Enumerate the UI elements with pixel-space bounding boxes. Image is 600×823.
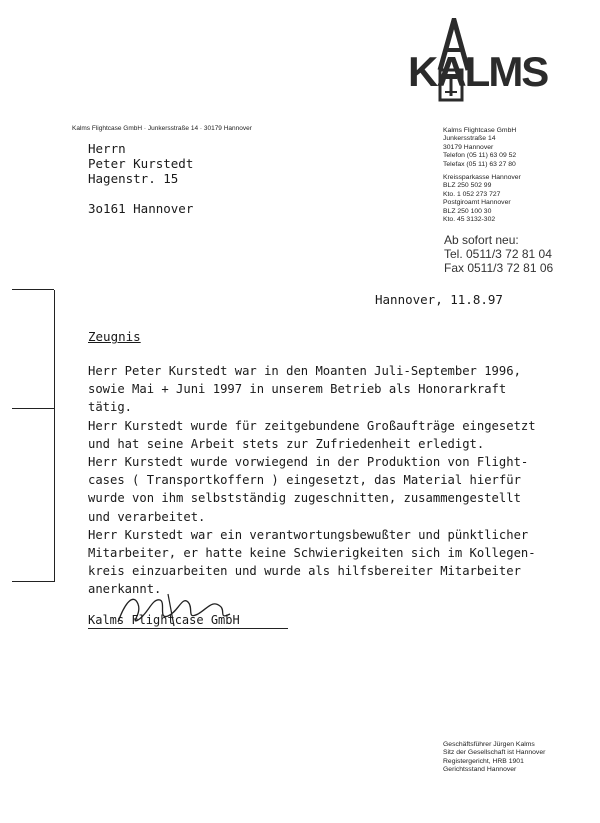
new-numbers-heading: Ab sofort neu: [444, 233, 519, 247]
info-line: BLZ 250 502 99 [443, 182, 492, 190]
body-line: tätig. [88, 400, 133, 415]
info-line: Telefon (05 11) 63 09 52 [443, 152, 517, 160]
footer-line: Sitz der Gesellschaft ist Hannover [443, 749, 546, 757]
body-line: und verarbeitet. [88, 509, 206, 524]
new-contact-numbers [444, 233, 553, 275]
logo-text: KALMS [408, 48, 548, 95]
recipient-name: Peter Kurstedt [88, 156, 194, 171]
company-logo [400, 18, 560, 104]
new-phone: Tel. 0511/3 72 81 04 [444, 247, 552, 261]
footer-line: Registergericht, HRB 1901 [443, 757, 524, 765]
footer-line: Geschäftsführer Jürgen Kalms [443, 741, 535, 748]
recipient-street: Hagenstr. 15 [88, 171, 179, 186]
fold-mark [12, 408, 54, 409]
company-info [443, 127, 521, 229]
body-line: Herr Kurstedt wurde für zeitgebundene Großaufträge eingesetzt [88, 418, 536, 433]
letter-footer [443, 741, 545, 775]
signature-line [88, 628, 288, 629]
body-line: cases ( Transportkoffern ) eingesetzt, das Material hierfür [88, 473, 521, 488]
info-line: Kalms Flightcase GmbH [443, 127, 517, 134]
body-line: anerkannt. [88, 582, 162, 597]
info-line: 30179 Hannover [443, 143, 494, 151]
fold-mark [12, 581, 54, 582]
info-line: Postgiroamt Hannover [443, 199, 511, 207]
info-line: BLZ 250 100 30 [443, 207, 492, 215]
recipient-address [88, 141, 193, 216]
recipient-salutation: Herrn [88, 141, 126, 156]
body-line: Herr Kurstedt war ein verantwortungsbewußter und pünktlicher [88, 527, 529, 542]
recipient-city: 3o161 Hannover [88, 201, 194, 216]
body-line: wurde von ihm selbstständig zugeschnitten, zusammengestellt [88, 491, 521, 506]
sender-address-line: Kalms Flightcase GmbH · Junkersstraße 14 · 30179 Hannover [72, 125, 252, 132]
letter-body [88, 362, 548, 599]
signature-company-label: Kalms Flightcase GmbH [88, 613, 240, 627]
info-line: Kto. 1 052 273 727 [443, 190, 501, 198]
fold-mark-bracket [54, 290, 55, 582]
info-line: Junkersstraße 14 [443, 135, 496, 143]
body-line: kreis einzuarbeiten und wurde als hilfsbereiter Mitarbeiter [88, 564, 521, 579]
body-line: Herr Peter Kurstedt war in den Moanten Juli-September 1996, [88, 364, 521, 378]
footer-line: Gerichtsstand Hannover [443, 766, 517, 774]
info-line: Kto. 45 3132-302 [443, 216, 496, 224]
fold-mark [12, 289, 54, 290]
letter-subject: Zeugnis [88, 329, 141, 344]
letter-date: Hannover, 11.8.97 [375, 292, 503, 307]
body-line: Herr Kurstedt wurde vorwiegend in der Produktion von Flight- [88, 455, 529, 470]
bank-details-block [443, 174, 521, 224]
company-address-block [443, 127, 521, 169]
body-line: Mitarbeiter, er hatte keine Schwierigkeiten sich im Kollegen- [88, 546, 536, 561]
info-line: Kreissparkasse Hannover [443, 174, 521, 182]
signature-block [88, 608, 308, 638]
body-line: sowie Mai + Juni 1997 in unserem Betrieb als Honorarkraft [88, 382, 507, 397]
body-line: und hat seine Arbeit stets zur Zufriedenheit erledigt. [88, 436, 485, 451]
info-line: Telefax (05 11) 63 27 80 [443, 160, 516, 168]
new-fax: Fax 0511/3 72 81 06 [444, 261, 554, 275]
